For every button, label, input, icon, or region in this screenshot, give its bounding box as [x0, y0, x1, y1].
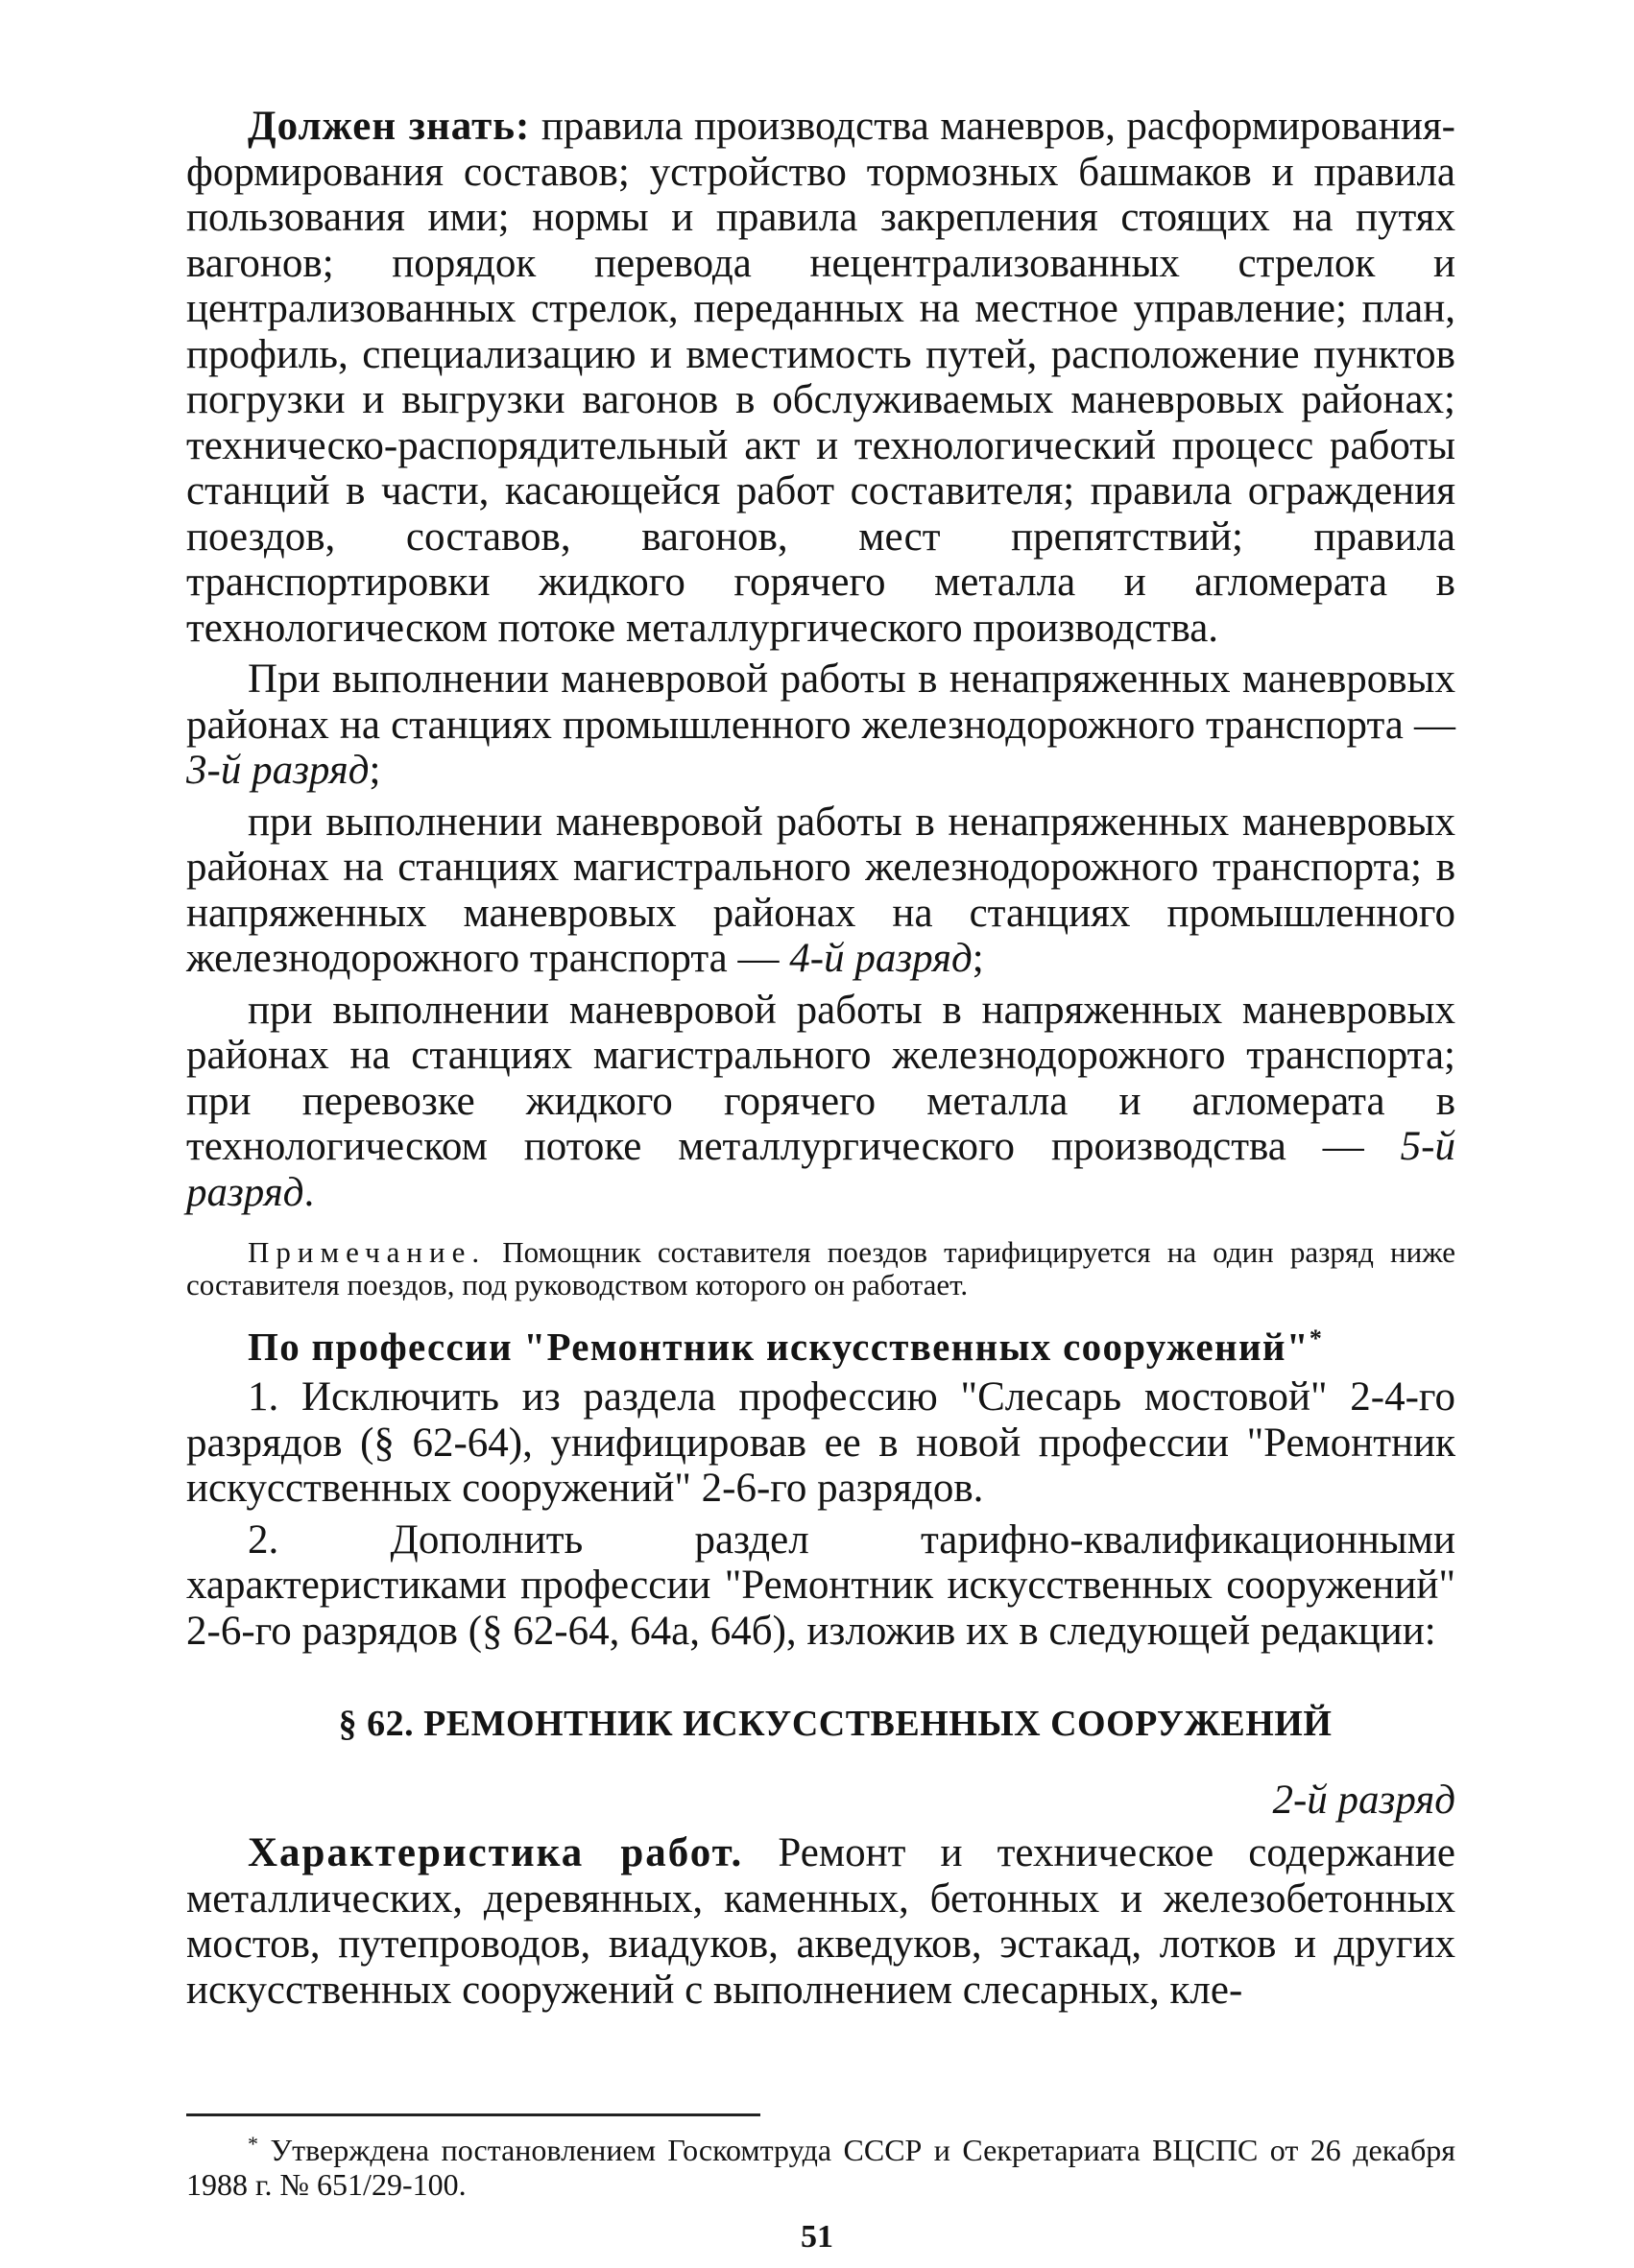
knowledge-paragraph — [186, 104, 1455, 651]
profession-footnote-marker: * — [1309, 1325, 1324, 1352]
grade-5-label: 5-й разряд — [186, 1124, 1455, 1215]
grade-3-text: При выполнении маневровой работы в ненапряженных маневровых районах на станциях промышленного железнодорожного транспорта — — [186, 657, 1455, 748]
note-label: Примечание. — [248, 1235, 487, 1269]
characteristics-text: Ремонт и техническое содержание металлических, деревянных, каменных, бетонных и железобетонных мостов, путепроводов, виадуков, акведуков, эстакад, лотков и других искусственных сооружений с выполнением слесарных, кле- — [186, 1830, 1455, 2013]
grade-3-suffix: ; — [369, 748, 381, 793]
footnote-text: Утверждена постановлением Госкомтруда СССР и Секретариата ВЦСПС от 26 декабря 1988 г. № 651/29-100. — [186, 2133, 1455, 2202]
footnote — [186, 2127, 1455, 2202]
profession-heading-text: По профессии "Ремонтник искусственных сооружений" — [248, 1325, 1310, 1369]
grade-5-suffix: . — [303, 1169, 315, 1215]
knowledge-text: правила производства маневров, расформирования-формирования составов; устройство тормозных башмаков и правила пользования ими; нормы и правила закрепления стоящих на путях вагонов; порядок перевода нецентрализованных стрелок и централизованных стрелок, переданных на местное управление; план, профиль, специализацию и вместимость путей, расположение пунктов погрузки и выгрузки вагонов в обслуживаемых маневровых районах; техническо-распорядительный акт и технологический процесс работы станций в части, касающейся работ составителя; правила ограждения поездов, составов, вагонов, мест препятствий; правила транспортировки жидкого горячего металла и агломерата в технологическом потоке металлургического производства. — [186, 104, 1455, 651]
footnote-divider — [186, 2113, 760, 2116]
grade-5-paragraph — [186, 988, 1455, 1216]
profession-item-2: 2. Дополнить раздел тарифно-квалификационными характеристиками профессии "Ремонтник искусственных сооружений" 2-6-го разрядов (§ 62-64, 64а, 64б), изложив их в следующей редакции: — [186, 1516, 1455, 1654]
characteristics-lead: Характеристика работ. — [248, 1830, 744, 1875]
grade-3-paragraph — [186, 657, 1455, 794]
knowledge-lead: Должен знать: — [248, 104, 531, 149]
grade-4-paragraph — [186, 800, 1455, 982]
page-body — [186, 104, 1455, 2013]
grade-4-text: при выполнении маневровой работы в ненапряженных маневровых районах на станциях магистрального железнодорожного транспорта; в напряженных маневровых районах на станциях промышленного железнодорожного транспорта — — [186, 799, 1455, 981]
characteristics-paragraph — [186, 1830, 1455, 2013]
grade-3-label: 3-й разряд — [186, 748, 370, 793]
grade-4-label: 4-й разряд — [789, 936, 973, 981]
page-number: 51 — [801, 2219, 833, 2255]
profession-heading — [186, 1315, 1455, 1371]
note-paragraph — [186, 1236, 1455, 1301]
footnote-marker: * — [248, 2132, 258, 2156]
section-title: § 62. РЕМОНТНИК ИСКУССТВЕННЫХ СООРУЖЕНИЙ — [338, 1704, 1333, 1744]
profession-item-1: 1. Исключить из раздела профессию "Слесарь мостовой" 2-4-го разрядов (§ 62-64), унифицировав ее в новой профессии "Ремонтник искусственных сооружений" 2-6-го разрядов. — [186, 1374, 1455, 1511]
note-text: Помощник составителя поездов тарифицируется на один разряд ниже составителя поездов, под руководством которого он работает. — [186, 1235, 1455, 1301]
section-grade: 2-й разряд — [1272, 1778, 1455, 1823]
grade-4-suffix: ; — [972, 936, 984, 981]
grade-5-text: при выполнении маневровой работы в напряженных маневровых районах на станциях магистрального железнодорожного транспорта; при перевозке жидкого горячего металла и агломерата в технологическом потоке металлургического производства — — [186, 987, 1455, 1169]
